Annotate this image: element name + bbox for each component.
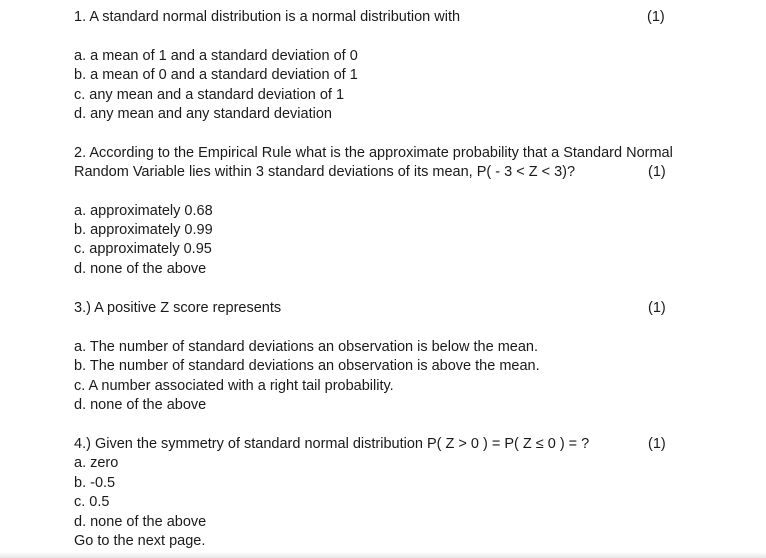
question-2-option-d: d. none of the above — [74, 261, 207, 277]
question-3-option-d: d. none of the above — [74, 397, 207, 413]
question-1-stem: 1. A standard normal distribution is a normal distribution with — [74, 9, 461, 25]
question-2-option-c: c. approximately 0.95 — [74, 241, 212, 257]
question-3-option-b: b. The number of standard deviations an observation is above the mean. — [74, 358, 540, 374]
question-3-option-c: c. A number associated with a right tail probability. — [74, 378, 394, 394]
question-1-option-d: d. any mean and any standard deviation — [74, 106, 332, 122]
page-bottom-edge — [0, 552, 766, 558]
question-4-stem: 4.) Given the symmetry of standard normal distribution P( Z > 0 ) = P( Z ≤ 0 ) = ? — [74, 436, 590, 452]
question-1-points: (1) — [647, 9, 665, 25]
question-4-option-d: d. none of the above — [74, 514, 207, 530]
question-2-stem-line-1: 2. According to the Empirical Rule what is the approximate probability that a Standard Normal — [74, 145, 673, 161]
question-4-option-c: c. 0.5 — [74, 494, 110, 510]
question-4-option-a: a. zero — [74, 455, 119, 471]
question-2-points: (1) — [648, 164, 666, 180]
question-3-stem: 3.) A positive Z score represents — [74, 300, 282, 316]
question-2-option-b: b. approximately 0.99 — [74, 222, 213, 238]
question-3-option-a: a. The number of standard deviations an observation is below the mean. — [74, 339, 539, 355]
question-4-option-b: b. -0.5 — [74, 475, 116, 491]
question-1-option-a: a. a mean of 1 and a standard deviation of 0 — [74, 48, 358, 64]
question-2-stem-line-2: Random Variable lies within 3 standard deviations of its mean, P( - 3 < Z < 3)? — [74, 164, 576, 180]
question-4-points: (1) — [648, 436, 666, 452]
question-1-option-c: c. any mean and a standard deviation of 1 — [74, 87, 345, 103]
question-2-option-a: a. approximately 0.68 — [74, 203, 213, 219]
next-page-note: Go to the next page. — [74, 533, 206, 549]
question-3-points: (1) — [648, 300, 666, 316]
question-1-option-b: b. a mean of 0 and a standard deviation of 1 — [74, 67, 358, 83]
